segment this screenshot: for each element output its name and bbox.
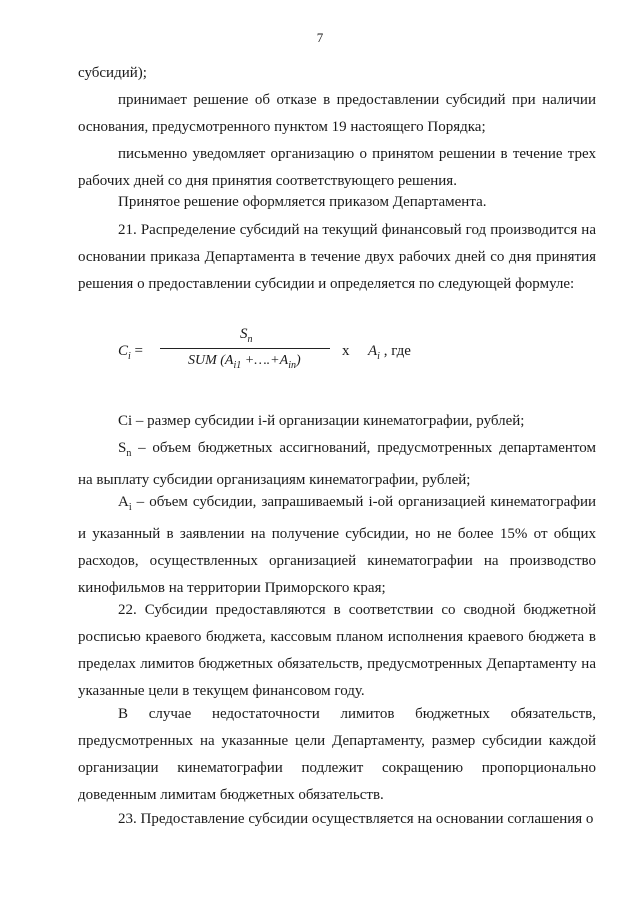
definition-ai: $A_i$ – объем субсидии, запрашиваемый i-ой организацией кинематографии и указанный в заявлении на получение субсидии, но не более 15% от общих расходов, осуществленных организацией кинематографии на производство кинофильмов на территории Приморского края;	[78, 494, 596, 596]
paragraph-22: 22. Субсидии предоставляются в соответствии со сводной бюджетной росписью краевого бюджета, кассовым планом исполнения краевого бюджета в пределах лимитов бюджетных обязательств, предусмотренных Департаменту на указанные цели в текущем финансовом году.	[78, 602, 596, 699]
paragraph-insufficient-limits: В случае недостаточности лимитов бюджетных обязательств, предусмотренных на указанные цели Департаменту, размер субсидии каждой организации кинематографии подлежит сокращению пропорционально доведенным лимитам бюджетных обязательств.	[78, 706, 596, 803]
paragraph-refusal: принимает решение об отказе в предоставлении субсидий при наличии основания, предусмотренного пунктом 19 настоящего Порядка;	[78, 92, 596, 135]
definition-ci: Ci – размер субсидии i-й организации кинематографии, рублей;	[118, 413, 525, 429]
paragraph-21: 21. Распределение субсидий на текущий финансовый год производится на основании приказа Департамента в течение двух рабочих дней со дня принятия решения о предоставлении субсидии и определяется по следующей формуле:	[78, 222, 596, 292]
definition-sn: $S_n$ – объем бюджетных ассигнований, предусмотренных департаментом на выплату субсидии организациям кинематографии, рублей;	[78, 440, 596, 488]
fraction-bar	[160, 348, 330, 349]
paragraph-continuation: субсидий);	[78, 65, 147, 81]
multiply-sign: x	[342, 343, 350, 359]
subsidy-formula	[118, 326, 438, 382]
paragraph-notification: письменно уведомляет организацию о принятом решении в течение трех рабочих дней со дня принятия соответствующего решения.	[78, 146, 596, 189]
formula-multiplier: $A_i$ , где	[368, 343, 411, 362]
formula-lhs: $C_i$ =	[118, 343, 144, 362]
formula-numerator: $S_n$	[240, 326, 253, 345]
paragraph-23: 23. Предоставление субсидии осуществляется на основании соглашения о	[118, 811, 594, 827]
page-number: 7	[316, 30, 324, 45]
paragraph-order: Принятое решение оформляется приказом Департамента.	[118, 194, 487, 210]
formula-denominator: SUM ($A_{i1}$ $+\dots.+A_{in}$)	[188, 353, 301, 371]
